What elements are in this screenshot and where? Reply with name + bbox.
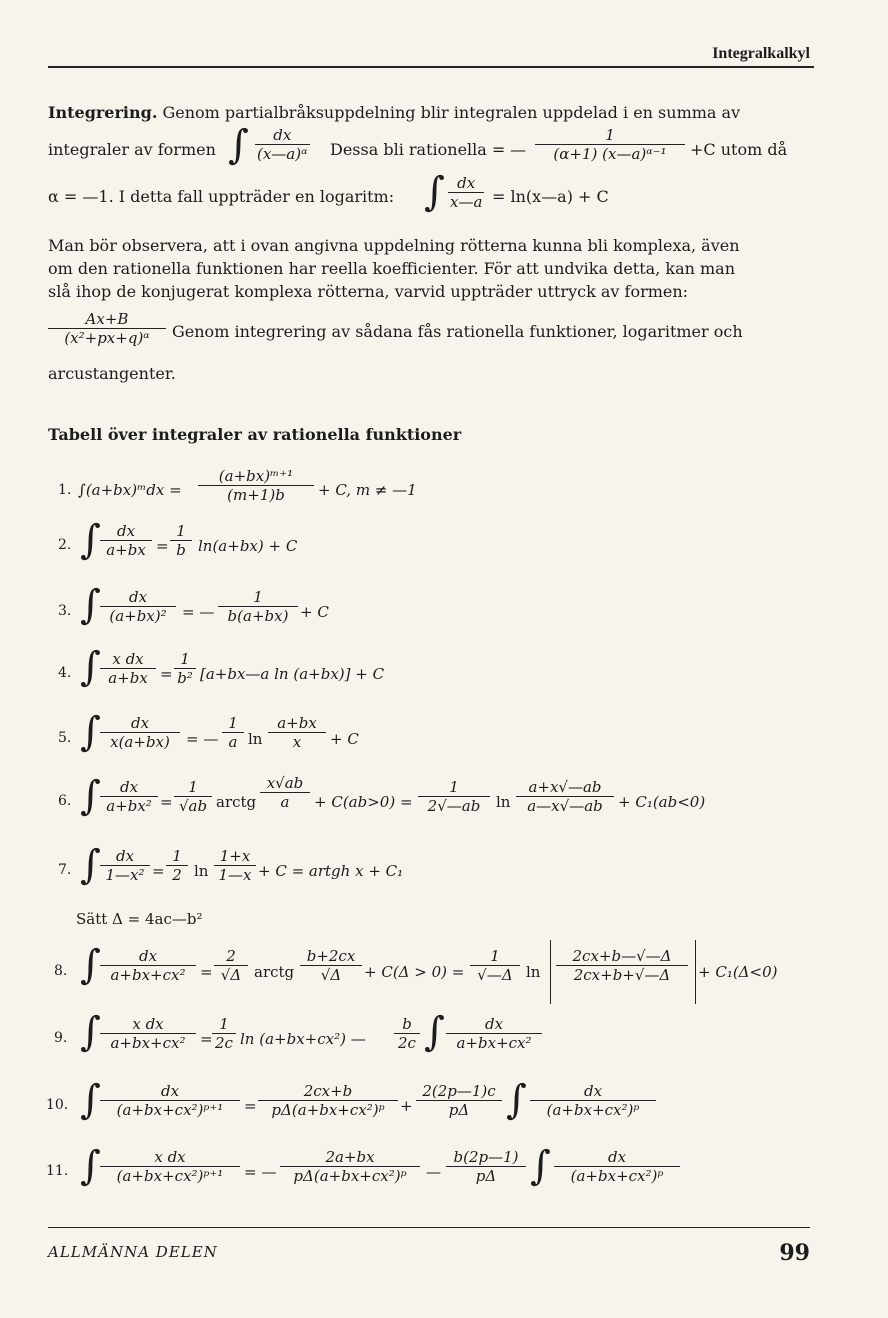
- formula-text: + C₁(Δ<0): [698, 963, 778, 981]
- fraction: [214, 947, 248, 984]
- formula-text: [a+bx—a ln (a+bx)] + C: [200, 665, 385, 683]
- formula-text: + C: [330, 730, 359, 748]
- formula-number: 8.: [54, 963, 68, 979]
- numerator: 1: [218, 588, 298, 607]
- denominator: x—a: [450, 193, 483, 211]
- numerator: a+x√—ab: [516, 778, 614, 797]
- denominator: (x²+px+q)ᵅ: [64, 329, 150, 347]
- numerator: 2: [214, 947, 248, 966]
- formula-text: + C₁(ab<0): [618, 793, 706, 811]
- formula-number: 7.: [58, 862, 72, 878]
- fraction: [280, 1148, 420, 1185]
- equals-sign: = —: [244, 1163, 277, 1181]
- intro-line-2c: +C utom då: [690, 140, 788, 159]
- denominator: a: [228, 733, 238, 751]
- fraction: [198, 467, 314, 504]
- denominator: 2√—ab: [427, 797, 481, 815]
- para2-line-1: Man bör observera, att i ovan angivna uppdelning rötterna kunna bli komplexa, även: [48, 236, 740, 255]
- fraction: [100, 1148, 240, 1185]
- numerator: 1: [166, 847, 188, 866]
- denominator: 2: [172, 866, 182, 884]
- formula-number: 2.: [58, 537, 72, 553]
- numerator: 1: [535, 126, 685, 145]
- equals-sign: =: [160, 665, 173, 683]
- denominator: (a+bx+cx²)ᵖ: [546, 1101, 640, 1119]
- numerator: 2(2p—1)c: [416, 1082, 502, 1101]
- denominator: b: [176, 541, 186, 559]
- intro-line-3b: = ln(x—a) + C: [492, 187, 609, 206]
- denominator: a+bx+cx²: [110, 966, 186, 984]
- integral-sign: ∫: [80, 773, 101, 819]
- denominator: (a+bx+cx²)ᵖ⁺¹: [116, 1101, 224, 1119]
- denominator: pΔ: [448, 1101, 470, 1119]
- denominator: (a+bx)²: [109, 607, 167, 625]
- denominator: √ab: [178, 797, 208, 815]
- fraction: [268, 714, 326, 751]
- formula-number: 6.: [58, 793, 72, 809]
- numerator: 1: [470, 947, 520, 966]
- numerator: 1: [174, 650, 196, 669]
- header-rule: [48, 66, 814, 68]
- numerator: 1: [174, 778, 212, 797]
- intro-line-1: [48, 103, 740, 122]
- denominator: (a+bx+cx²)ᵖ: [570, 1167, 664, 1185]
- formula-text: ln (a+bx+cx²) —: [240, 1030, 366, 1048]
- equals-sign: =: [244, 1097, 257, 1115]
- numerator: dx: [100, 522, 152, 541]
- numerator: 1: [418, 778, 490, 797]
- numerator: dx: [100, 588, 176, 607]
- denominator: b(a+bx): [227, 607, 289, 625]
- denominator: a+bx: [106, 541, 146, 559]
- denominator: (α+1) (x—a)ᵅ⁻¹: [553, 145, 667, 163]
- formula-text: + C: [300, 603, 329, 621]
- formula-text: + C, m ≠ —1: [318, 481, 417, 499]
- denominator: √—Δ: [477, 966, 513, 984]
- para2-line-3: slå ihop de konjugerat komplexa rötterna, varvid uppträder uttryck av formen:: [48, 282, 689, 301]
- formula-number: 1.: [58, 482, 72, 498]
- fraction: [556, 947, 688, 984]
- fraction: [446, 1015, 542, 1052]
- ln-text: ln: [496, 793, 511, 811]
- fraction: [174, 778, 212, 815]
- numerator: b+2cx: [300, 947, 362, 966]
- integral-sign: ∫: [80, 517, 101, 563]
- numerator: 1: [170, 522, 192, 541]
- fraction: [470, 947, 520, 984]
- formula-number: 10.: [46, 1097, 69, 1113]
- denominator: 2cx+b+√—Δ: [573, 966, 671, 984]
- numerator: x dx: [100, 1015, 196, 1034]
- denominator: x(a+bx): [110, 733, 170, 751]
- integral-sign: ∫: [506, 1077, 527, 1123]
- integral-sign: ∫: [80, 1143, 101, 1189]
- formula-text: + C = artgh x + C₁: [258, 862, 404, 880]
- formula-number: 9.: [54, 1030, 68, 1046]
- numerator: dx: [100, 1082, 240, 1101]
- arctg-text: arctg: [254, 963, 295, 981]
- formula-text: ∫(a+bx)ᵐdx =: [78, 481, 182, 499]
- integral-sign: ∫: [80, 709, 101, 755]
- formula-number: 11.: [46, 1163, 69, 1179]
- denominator: 2c: [398, 1034, 416, 1052]
- fraction: [100, 650, 156, 687]
- plus-sign: +: [400, 1097, 413, 1115]
- fraction: [170, 522, 192, 559]
- footer-rule: [48, 1227, 810, 1228]
- numerator: 2a+bx: [280, 1148, 420, 1167]
- numerator: dx: [100, 947, 196, 966]
- fraction: [166, 847, 188, 884]
- denominator: (a+bx+cx²)ᵖ⁺¹: [116, 1167, 224, 1185]
- intro-term: Integrering.: [48, 103, 158, 122]
- intro-line-2b: Dessa bli rationella =: [330, 140, 506, 159]
- fraction: [554, 1148, 680, 1185]
- numerator: (a+bx)ᵐ⁺¹: [198, 467, 314, 486]
- fraction: [222, 714, 244, 751]
- running-title: Integralkalkyl: [712, 45, 810, 62]
- numerator: x dx: [100, 650, 156, 669]
- fraction: [100, 1082, 240, 1119]
- integral-sign: ∫: [80, 1077, 101, 1123]
- footer-section: ALLMÄNNA DELEN: [48, 1243, 218, 1261]
- ln-text: ln: [248, 730, 263, 748]
- numerator: dx: [100, 847, 150, 866]
- para2-line-2: om den rationella funktionen har reella koefficienter. För att undvika detta, kan man: [48, 259, 736, 278]
- fraction: [258, 1082, 398, 1119]
- equals-sign: =: [152, 862, 165, 880]
- equals-sign: =: [200, 963, 213, 981]
- denominator: a+bx+cx²: [456, 1034, 532, 1052]
- numerator: b: [394, 1015, 420, 1034]
- denominator: a—x√—ab: [527, 797, 603, 815]
- numerator: 2cx+b: [258, 1082, 398, 1101]
- fraction: [100, 1015, 196, 1052]
- fraction: [218, 588, 298, 625]
- fraction: [300, 947, 362, 984]
- integral-sign: ∫: [80, 1009, 101, 1055]
- intro-text-1: Genom partialbråksuppdelning blir integralen uppdelad i en summa av: [162, 103, 741, 122]
- fraction: [516, 778, 614, 815]
- numerator: dx: [446, 1015, 542, 1034]
- denominator: pΔ: [475, 1167, 497, 1185]
- integral-sign: ∫: [80, 582, 101, 628]
- numerator: dx: [530, 1082, 656, 1101]
- fraction: [394, 1015, 420, 1052]
- fraction: [448, 174, 484, 211]
- fraction: [260, 774, 310, 811]
- equals-sign: =: [156, 537, 169, 555]
- para2-line-5: arcustangenter.: [48, 364, 176, 383]
- denominator: pΔ(a+bx+cx²)ᵖ: [293, 1167, 407, 1185]
- formula-number: 3.: [58, 603, 72, 619]
- fraction: [416, 1082, 502, 1119]
- equals-sign: =: [200, 1030, 213, 1048]
- denominator: a: [260, 792, 310, 811]
- integral-sign: ∫: [424, 169, 445, 215]
- fraction: [212, 1015, 236, 1052]
- formula-text: ln(a+bx) + C: [198, 537, 298, 555]
- denominator: 1—x²: [105, 866, 145, 884]
- minus-sign: —: [510, 140, 526, 159]
- fraction: [418, 778, 490, 815]
- numerator: 1: [212, 1015, 236, 1034]
- denominator: 2c: [215, 1034, 233, 1052]
- denominator: x: [292, 733, 302, 751]
- equals-sign: =: [160, 793, 173, 811]
- substitution-note: Sätt Δ = 4ac—b²: [76, 910, 203, 928]
- formula-text: + C(ab>0) =: [314, 793, 413, 811]
- numerator: 1: [222, 714, 244, 733]
- fraction: [100, 847, 150, 884]
- numerator: b(2p—1): [446, 1148, 526, 1167]
- equals-sign: = —: [186, 730, 219, 748]
- fraction: [255, 126, 310, 163]
- fraction: [100, 947, 196, 984]
- numerator: x dx: [100, 1148, 240, 1167]
- minus-sign: —: [426, 1163, 441, 1181]
- ln-text: ln: [194, 862, 209, 880]
- integral-sign: ∫: [530, 1143, 551, 1189]
- numerator: 2cx+b—√—Δ: [556, 947, 688, 966]
- intro-line-2a: integraler av formen: [48, 140, 216, 159]
- denominator: a+bx²: [106, 797, 152, 815]
- numerator: x√ab: [266, 774, 304, 792]
- integral-sign: ∫: [424, 1009, 445, 1055]
- integral-sign: ∫: [80, 842, 101, 888]
- denominator: (m+1)b: [227, 486, 285, 504]
- integral-sign: ∫: [80, 942, 101, 988]
- fraction: [100, 714, 180, 751]
- numerator: dx: [100, 714, 180, 733]
- intro-line-3a: α = —1. I detta fall uppträder en logaritm:: [48, 187, 395, 206]
- fraction: [535, 126, 685, 163]
- fraction: [100, 588, 176, 625]
- numerator: dx: [554, 1148, 680, 1167]
- denominator: 1—x: [218, 866, 252, 884]
- denominator: a+bx: [108, 669, 148, 687]
- numerator: Ax+B: [48, 310, 166, 329]
- fraction: [446, 1148, 526, 1185]
- para2-line-4: Genom integrering av sådana fås rationella funktioner, logaritmer och: [172, 322, 743, 341]
- numerator: dx: [100, 778, 158, 797]
- formula-number: 4.: [58, 665, 72, 681]
- fraction: [48, 310, 166, 347]
- denominator: b²: [177, 669, 193, 687]
- numerator: a+bx: [268, 714, 326, 733]
- equals-sign: = —: [182, 603, 215, 621]
- integral-sign: ∫: [228, 122, 249, 168]
- denominator: a+bx+cx²: [110, 1034, 186, 1052]
- denominator: (x—a)ᵅ: [257, 145, 308, 163]
- fraction: [530, 1082, 656, 1119]
- formula-number: 5.: [58, 730, 72, 746]
- fraction: [100, 522, 152, 559]
- formula-text: + C(Δ > 0) =: [364, 963, 465, 981]
- fraction: [214, 847, 256, 884]
- table-heading: Tabell över integraler av rationella funktioner: [48, 425, 462, 444]
- denominator: √Δ: [220, 966, 242, 984]
- denominator: pΔ(a+bx+cx²)ᵖ: [271, 1101, 385, 1119]
- arctg-text: arctg: [216, 793, 257, 811]
- ln-text: ln: [526, 963, 541, 981]
- numerator: dx: [448, 174, 484, 193]
- page-number: 99: [779, 1240, 810, 1266]
- denominator: √Δ: [320, 966, 342, 984]
- fraction: [100, 778, 158, 815]
- numerator: dx: [255, 126, 310, 145]
- integral-sign: ∫: [80, 644, 101, 690]
- numerator: 1+x: [214, 847, 256, 866]
- fraction: [174, 650, 196, 687]
